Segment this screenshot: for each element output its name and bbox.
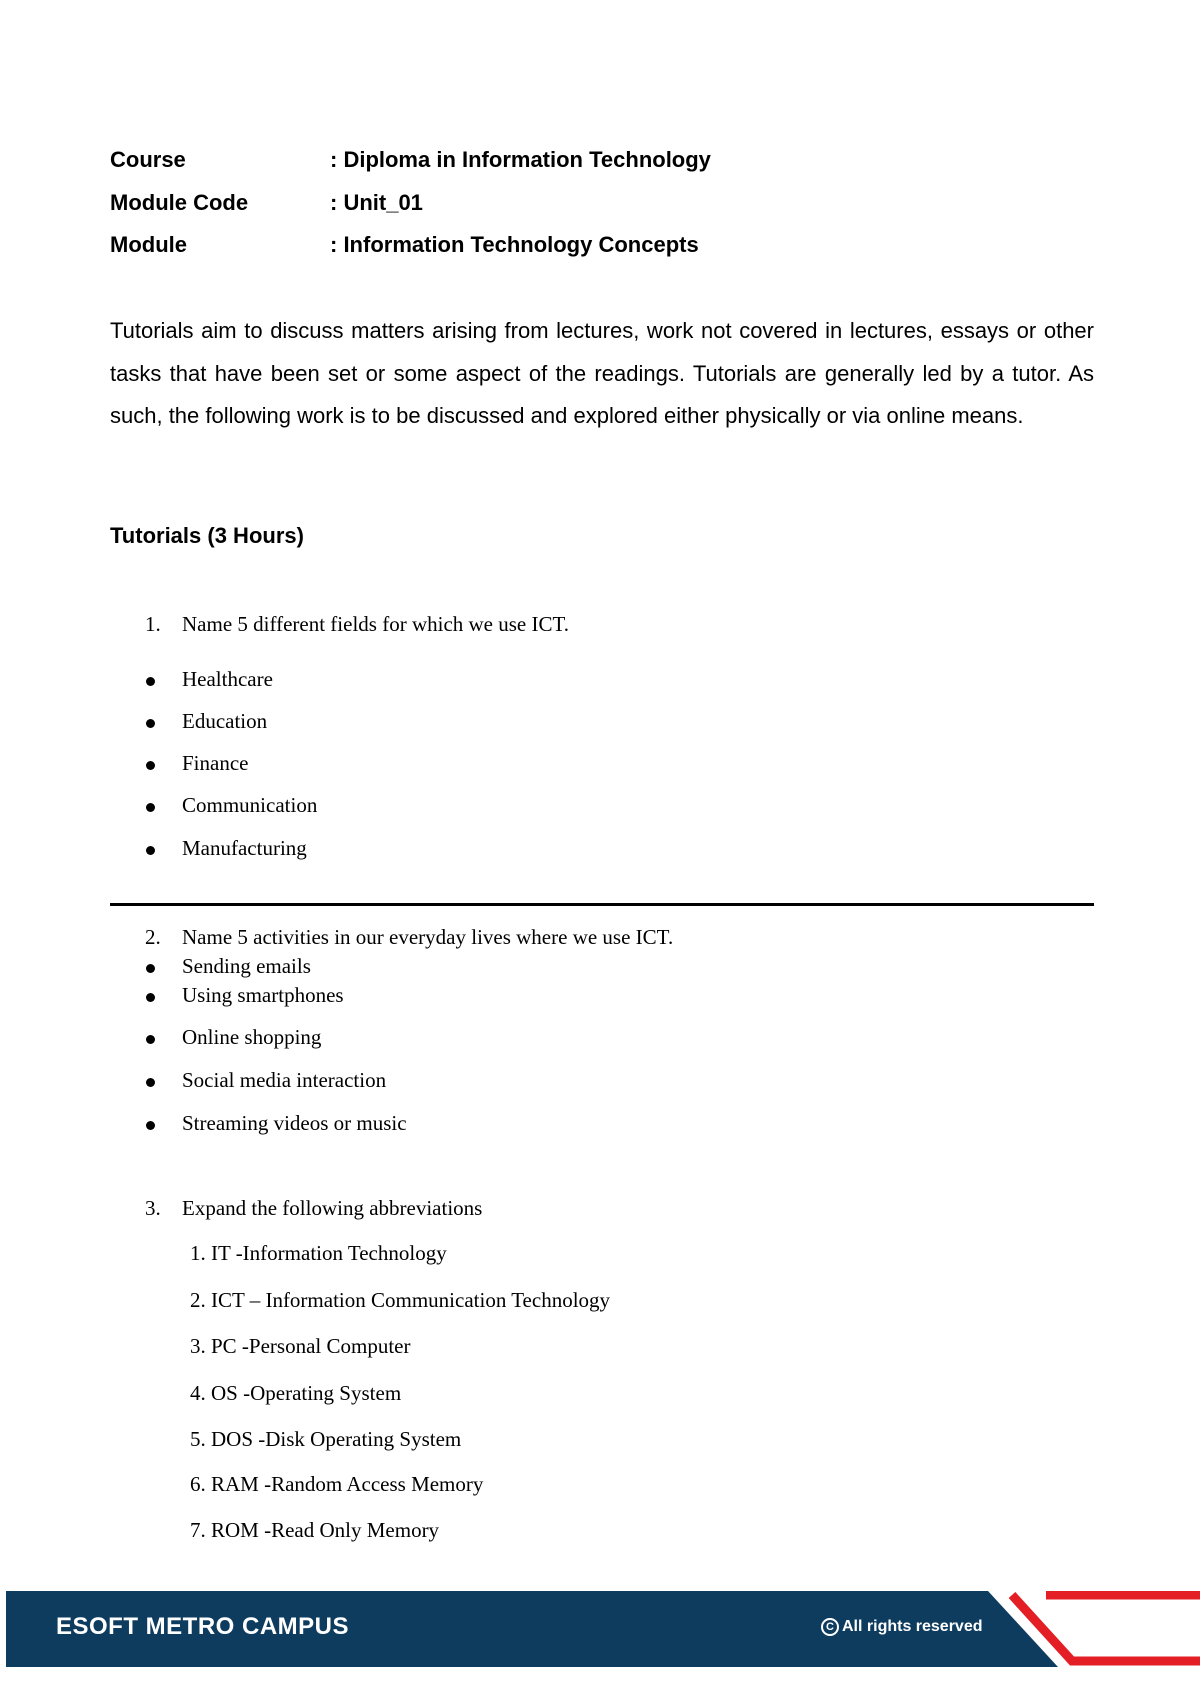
- abbreviation-item: 5. DOS -Disk Operating System: [190, 1427, 462, 1451]
- bullet-icon: [146, 846, 155, 855]
- question-1-text: Name 5 different fields for which we use ICT.: [182, 612, 570, 636]
- q2-answer: Streaming videos or music: [182, 1111, 407, 1135]
- copyright-icon: [821, 1618, 839, 1636]
- bullet-icon: [146, 1121, 155, 1130]
- q1-answer: Manufacturing: [182, 836, 307, 860]
- module-value: : Information Technology Concepts: [330, 232, 699, 257]
- campus-logo-icon: [1006, 1591, 1200, 1667]
- q1-answer: Education: [182, 709, 268, 733]
- footer-rights-text: All rights reserved: [842, 1618, 983, 1636]
- q2-answer: Using smartphones: [182, 983, 344, 1007]
- bullet-icon: [146, 761, 155, 770]
- q2-answer: Sending emails: [182, 954, 311, 978]
- bullet-icon: [146, 803, 155, 812]
- q1-answer: Communication: [182, 793, 318, 817]
- question-1-number: 1.: [145, 612, 161, 636]
- abbreviation-item: 4. OS -Operating System: [190, 1381, 402, 1405]
- section-divider: [110, 903, 1094, 906]
- q1-answer: Finance: [182, 751, 249, 775]
- abbreviation-item: 2. ICT – Information Communication Technology: [190, 1288, 611, 1312]
- bullet-icon: [146, 677, 155, 686]
- bullet-icon: [146, 993, 155, 1002]
- bullet-icon: [146, 1078, 155, 1087]
- question-3-text: Expand the following abbreviations: [182, 1196, 483, 1220]
- bullet-icon: [146, 1035, 155, 1044]
- bullet-icon: [146, 719, 155, 728]
- course-label: Course: [110, 147, 186, 172]
- abbreviation-item: 6. RAM -Random Access Memory: [190, 1472, 484, 1496]
- footer: [6, 1591, 1200, 1667]
- question-2-number: 2.: [145, 925, 161, 949]
- abbreviation-item: 7. ROM -Read Only Memory: [190, 1518, 440, 1542]
- course-value: : Diploma in Information Technology: [330, 147, 711, 172]
- q2-answer: Social media interaction: [182, 1068, 387, 1092]
- question-2-text: Name 5 activities in our everyday lives where we use ICT.: [182, 925, 674, 949]
- footer-brand: ESOFT METRO CAMPUS: [56, 1613, 350, 1640]
- module-code-value: : Unit_01: [330, 190, 423, 215]
- bullet-icon: [146, 964, 155, 973]
- abbreviation-item: 1. IT -Information Technology: [190, 1241, 447, 1265]
- q1-answer: Healthcare: [182, 667, 273, 691]
- question-3-number: 3.: [145, 1196, 161, 1220]
- module-label: Module: [110, 232, 187, 257]
- intro-paragraph: Tutorials aim to discuss matters arising from lectures, work not covered in lectures, essays or other tasks that have been set or some aspect of the readings. Tutorials are generally led by a tutor. As such, the following work is to be discussed and explored either physically or via online means.: [110, 318, 1094, 428]
- abbreviation-item: 3. PC -Personal Computer: [190, 1334, 411, 1358]
- footer-rights: [821, 1618, 983, 1636]
- module-code-label: Module Code: [110, 190, 249, 215]
- tutorials-title: Tutorials (3 Hours): [110, 523, 304, 548]
- q2-answer: Online shopping: [182, 1025, 322, 1049]
